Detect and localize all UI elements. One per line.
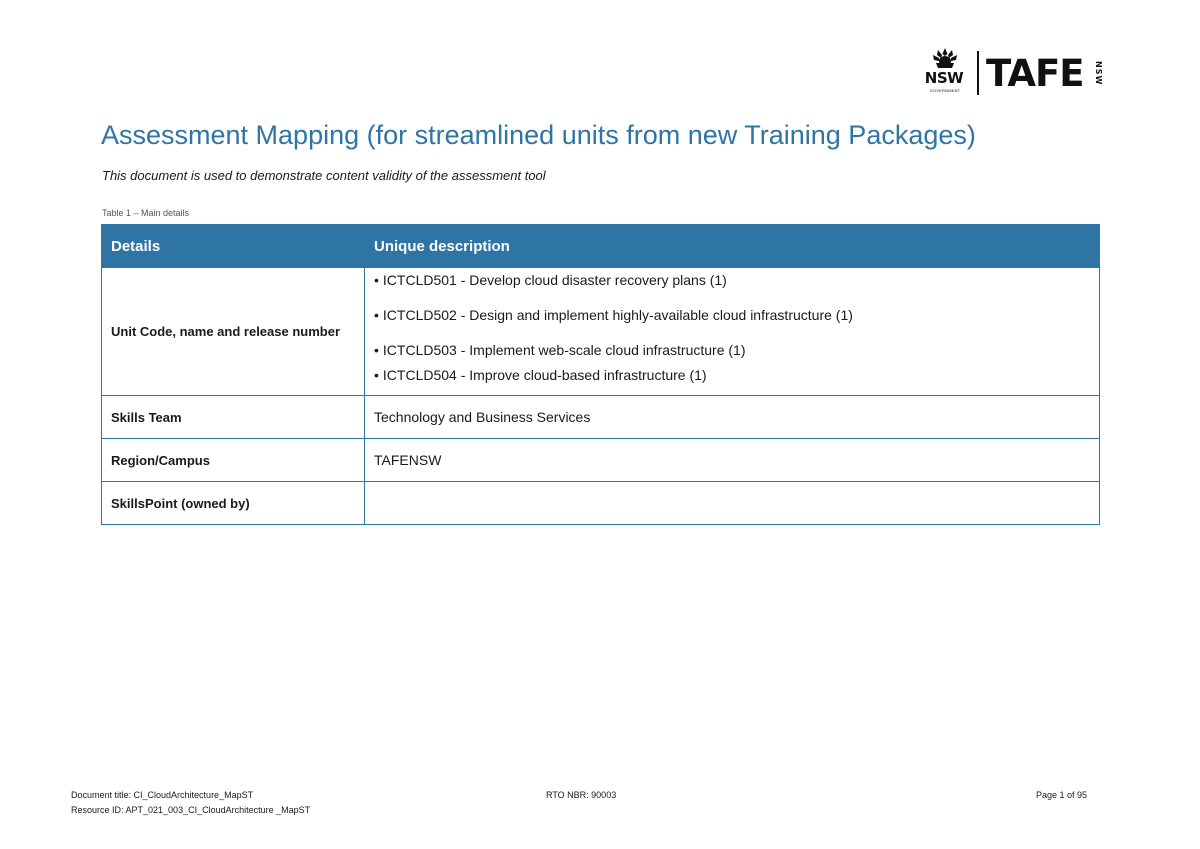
footer-resource-id: Resource ID: APT_021_003_CI_CloudArchitecture _MapST	[71, 805, 311, 815]
footer-document-title: Document title: CI_CloudArchitecture_MapST	[71, 790, 254, 800]
logo-divider	[977, 51, 979, 95]
table-caption: Table 1 – Main details	[102, 208, 190, 218]
nsw-government-logo	[920, 47, 970, 97]
header-unique-description: Unique description	[365, 225, 1100, 268]
unit-list	[374, 268, 1099, 395]
row-value: TAFENSW	[365, 439, 1100, 482]
table-header-row	[102, 225, 1100, 268]
waratah-icon	[930, 47, 960, 69]
tafe-nsw-logo	[920, 47, 1106, 97]
nsw-wordmark: NSW	[924, 69, 964, 87]
main-details-table	[101, 224, 1100, 525]
footer-rto-number: RTO NBR: 90003	[546, 790, 617, 800]
row-label: Region/Campus	[102, 439, 365, 482]
table-row	[102, 439, 1100, 482]
page-subtitle: This document is used to demonstrate content validity of the assessment tool	[102, 168, 546, 183]
footer-page-number: Page 1 of 95	[1036, 790, 1088, 800]
unit-list-item: • ICTCLD501 - Develop cloud disaster recovery plans (1)	[374, 272, 727, 288]
unit-list-item: • ICTCLD502 - Design and implement highly-available cloud infrastructure (1)	[374, 307, 853, 323]
unit-list-item: • ICTCLD504 - Improve cloud-based infrastructure (1)	[374, 367, 707, 383]
tafe-nsw-vertical-text: NSW	[1094, 61, 1103, 86]
row-value: Technology and Business Services	[365, 396, 1100, 439]
header-details: Details	[102, 225, 365, 268]
table-row	[102, 396, 1100, 439]
row-label: SkillsPoint (owned by)	[102, 482, 365, 525]
row-value	[365, 482, 1100, 525]
table-row	[102, 268, 1100, 396]
row-label: Skills Team	[102, 396, 365, 439]
government-wordmark: GOVERNMENT	[929, 88, 961, 93]
unit-list-item: • ICTCLD503 - Implement web-scale cloud infrastructure (1)	[374, 342, 745, 358]
row-value	[365, 268, 1100, 396]
page-title: Assessment Mapping (for streamlined units from new Training Packages)	[101, 120, 976, 150]
tafe-wordmark: TAFE	[986, 52, 1084, 95]
row-label: Unit Code, name and release number	[102, 268, 365, 396]
table-row	[102, 482, 1100, 525]
